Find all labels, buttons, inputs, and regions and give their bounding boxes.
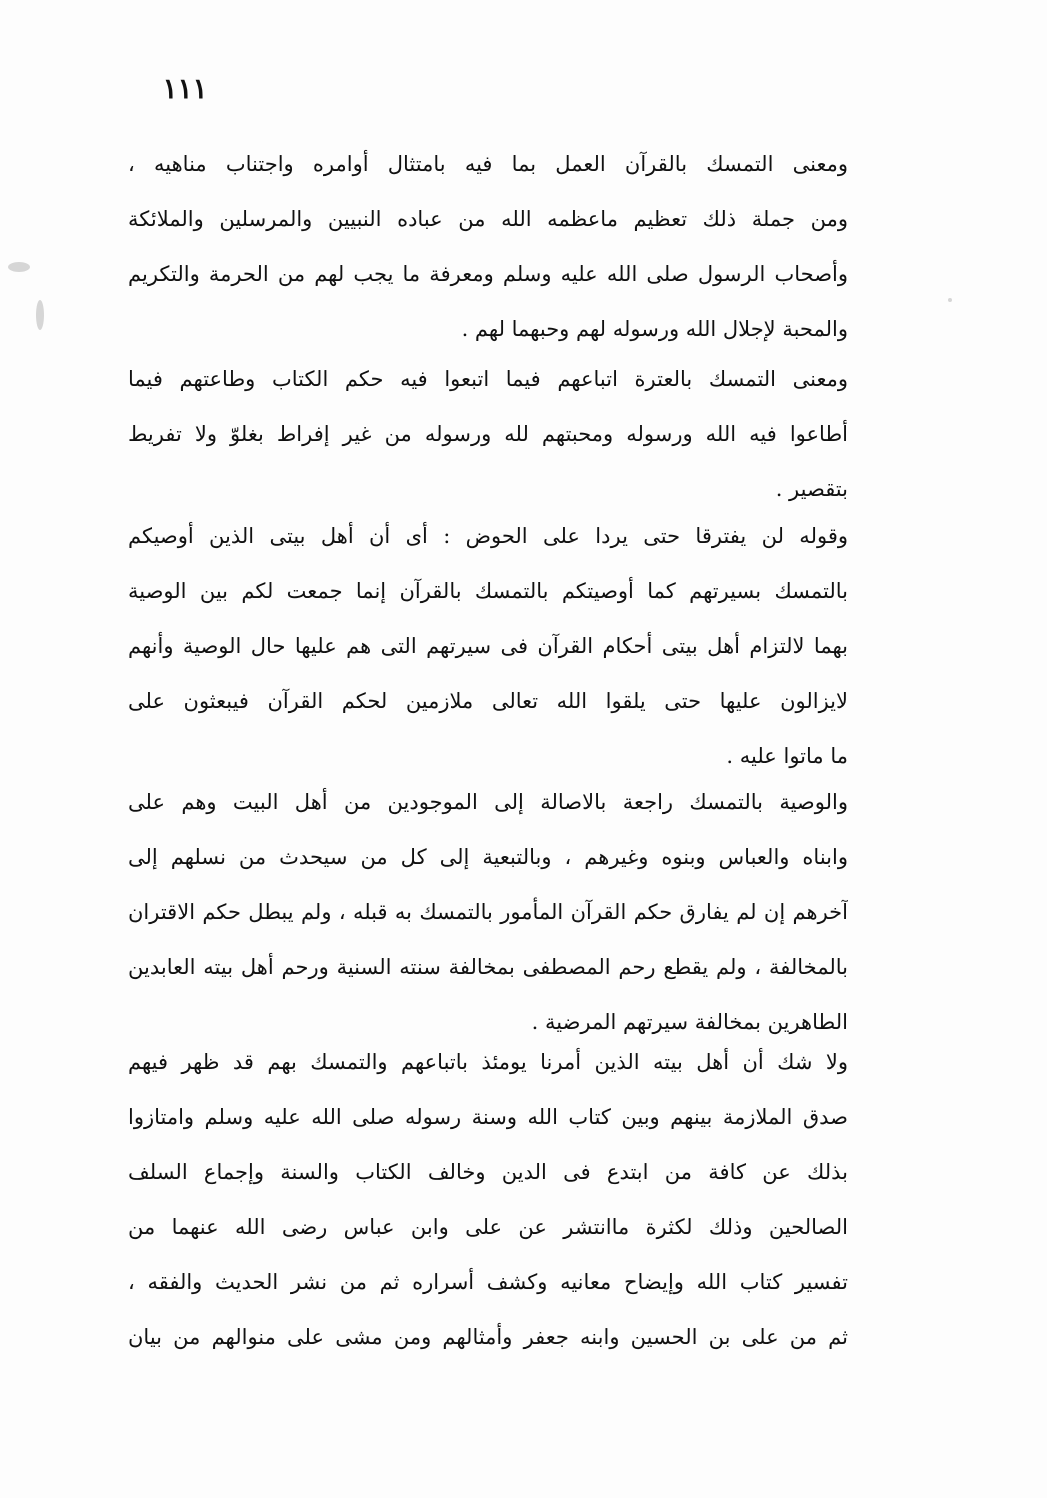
text-line: والوصية بالتمسك راجعة بالاصالة إلى الموجودين من أهل البيت وهم على — [128, 790, 848, 814]
text-line: ما ماتوا عليه . — [726, 744, 848, 768]
paragraph-3 — [128, 509, 848, 784]
text-line: وقوله لن يفترقا حتى يردا على الحوض : أى أن أهل بيتى الذين أوصيكم — [128, 524, 848, 548]
paragraph-4 — [128, 775, 848, 1050]
text-line: صدق الملازمة بينهم وبين كتاب الله وسنة رسوله صلى الله عليه وسلم وامتازوا — [128, 1105, 848, 1129]
text-line: بذلك عن كافة من ابتدع فى الدين وخالف الكتاب والسنة وإجماع السلف — [128, 1160, 848, 1184]
scan-artifact — [36, 300, 44, 330]
scan-artifact — [948, 298, 952, 302]
text-line: ولا شك أن أهل بيته الذين أمرنا يومئذ باتباعهم والتمسك بهم قد ظهر فيهم — [128, 1050, 848, 1074]
text-line: وأصحاب الرسول صلى الله عليه وسلم ومعرفة ما يجب لهم من الحرمة والتكريم — [128, 262, 848, 286]
text-line: آخرهم إن لم يفارق حكم القرآن المأمور بالتمسك به قبله ، ولم يبطل حكم الاقتران — [128, 900, 848, 924]
scan-artifact — [8, 262, 30, 272]
text-line: بتقصير . — [775, 477, 848, 501]
text-line: ومعنى التمسك بالقرآن العمل بما فيه بامتثال أوامره واجتناب مناهيه ، — [128, 152, 848, 176]
text-line: بالمخالفة ، ولم يقطع رحم المصطفى بمخالفة سنته السنية ورحم أهل بيته العابدين — [128, 955, 848, 979]
text-line: ثم من على بن الحسين وابنه جعفر وأمثالهم ومن مشى على منوالهم من بيان — [128, 1325, 848, 1349]
text-line: الطاهرين بمخالفة سيرتهم المرضية . — [531, 1010, 848, 1034]
text-line: ومن جملة ذلك تعظيم ماعظمه الله من عباده النبيين والمرسلين والملائكة — [128, 207, 848, 231]
text-line: ومعنى التمسك بالعترة اتباعهم فيما اتبعوا فيه حكم الكتاب وطاعتهم فيما — [128, 367, 848, 391]
text-line: بالتمسك بسيرتهم كما أوصيتكم بالتمسك بالقرآن إنما جمعت لكم بين الوصية — [128, 579, 848, 603]
paragraph-2 — [128, 352, 848, 517]
paragraph-1 — [128, 137, 848, 357]
text-line: تفسير كتاب الله وإيضاح معانيه وكشف أسراره ثم من نشر الحديث والفقه ، — [128, 1270, 848, 1294]
text-line: لايزالون عليها حتى يلقوا الله تعالى ملازمين لحكم القرآن فيبعثون على — [128, 689, 848, 713]
text-line: وابناه والعباس وبنوه وغيرهم ، وبالتبعية إلى كل من سيحدث من نسلهم إلى — [128, 845, 848, 869]
text-line: بهما لالتزام أهل بيتى أحكام القرآن فى سيرتهم التى هم عليها حال الوصية وأنهم — [128, 634, 848, 658]
text-line: الصالحين وذلك لكثرة ماانتشر عن على وابن عباس رضى الله عنهما من — [128, 1215, 848, 1239]
page-number: ١١١ — [162, 72, 208, 105]
text-line: والمحبة لإجلال الله ورسوله لهم وحبهما لهم . — [461, 317, 848, 341]
paragraph-5 — [128, 1035, 848, 1365]
text-line: أطاعوا فيه الله ورسوله ومحبتهم لله ورسوله من غير إفراط بغلوّ ولا تفريط — [128, 422, 848, 446]
